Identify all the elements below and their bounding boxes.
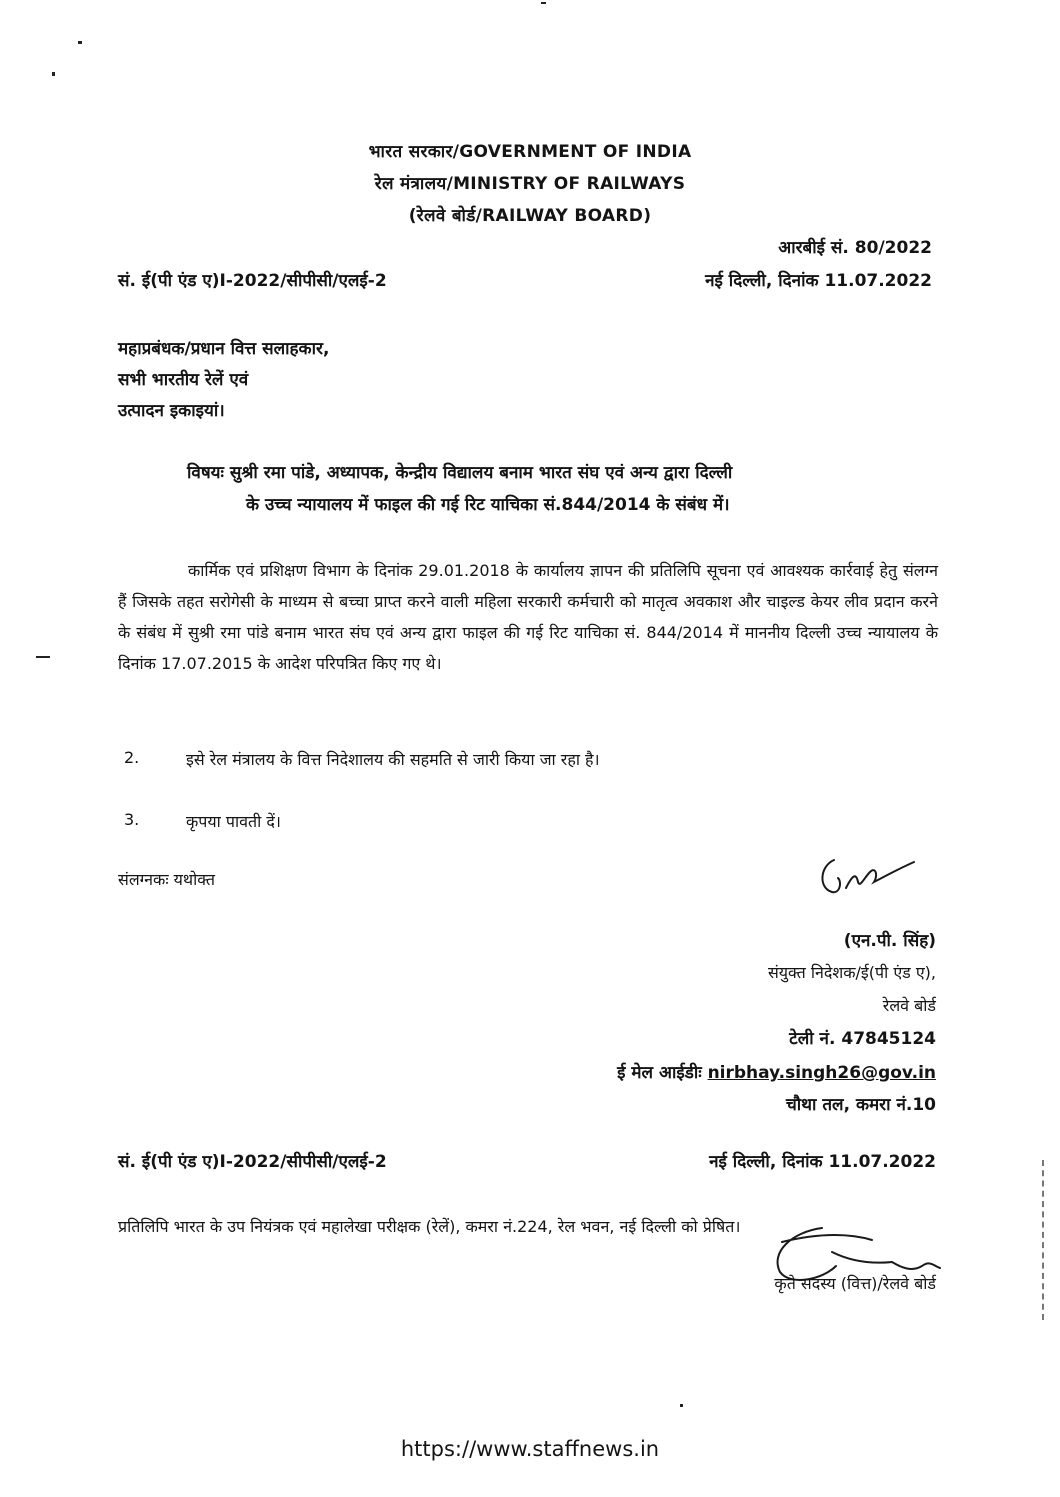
copy-text: प्रतिलिपि भारत के उप नियंत्रक एवं महालेखा परीक्षक (रेलें), कमरा नं.224, रेल भवन, नई दिल्ली को प्रेषित। [118, 1217, 741, 1236]
body-paragraph: कार्मिक एवं प्रशिक्षण विभाग के दिनांक 29.01.2018 के कार्यालय ज्ञापन की प्रतिलिपि सूचना एवं आवश्यक कार्रवाई हेतु संलग्न हैं जिसके तहत सरोगेसी के माध्यम से बच्चा प्राप्त करने वाली महिला सरकारी कर्मचारी को मातृत्व अवकाश और चाइल्ड केयर लीव प्रदान करने के संबंध में सुश्री रमा पांडे बनाम भारत संघ एवं अन्य द्वारा फाइल की गई रिट याचिका सं. 844/2014 में माननीय दिल्ली उच्च न्यायालय के दिनांक 17.07.2015 के आदेश परिपत्रित किए गए थे। [118, 561, 938, 673]
email-link[interactable]: nirbhay.singh26@gov.in [707, 1063, 936, 1083]
scan-speck [680, 1404, 683, 1407]
copy-signoff: कृते सदस्य (वित्त)/रेलवे बोर्ड [774, 1274, 936, 1293]
signatory-telephone: टेली नं. 47845124 [789, 1029, 936, 1049]
copy-place-date: नई दिल्ली, दिनांक 11.07.2022 [709, 1152, 936, 1172]
signatory-name: (एन.पी. सिंह) [843, 931, 936, 951]
header-line-board: (रेलवे बोर्ड/RAILWAY BOARD) [408, 206, 652, 226]
point-number: 3. [124, 810, 140, 829]
point-text: इसे रेल मंत्रालय के वित्त निदेशालय की सहमति से जारी किया जा रहा है। [186, 750, 600, 769]
header-line-government: भारत सरकार/GOVERNMENT OF INDIA [368, 142, 692, 162]
rbe-number: आरबीई सं. 80/2022 [778, 238, 932, 258]
scan-speck [36, 656, 50, 658]
signatory-email-row [617, 1060, 936, 1083]
signature-mark [812, 848, 932, 908]
scan-speck [52, 72, 55, 76]
place-date: नई दिल्ली, दिनांक 11.07.2022 [705, 271, 932, 291]
addressee-line: सभी भारतीय रेलें एवं [118, 370, 249, 390]
signatory-designation: संयुक्त निदेशक/ई(पी एंड ए), [767, 963, 936, 982]
addressee-line: उत्पादन इकाइयां। [118, 401, 225, 421]
header-line-ministry: रेल मंत्रालय/MINISTRY OF RAILWAYS [374, 174, 686, 194]
scan-speck [78, 41, 82, 44]
addressee-line: महाप्रबंधक/प्रधान वित्त सलाहकार, [118, 339, 330, 359]
scan-edge-mark [1042, 1160, 1044, 1320]
scan-speck [541, 2, 546, 4]
signatory-office: रेलवे बोर्ड [882, 996, 936, 1015]
reference-number: सं. ई(पी एंड ए)I-2022/सीपीसी/एलई-2 [118, 271, 387, 291]
signatory-room: चौथा तल, कमरा नं.10 [785, 1095, 936, 1115]
point-text: कृपया पावती दें। [186, 812, 281, 831]
point-number: 2. [124, 748, 140, 767]
subject-line: के उच्च न्यायालय में फाइल की गई रिट याचिका सं.844/2014 के संबंध में। [246, 495, 730, 515]
subject-line: विषयः सुश्री रमा पांडे, अध्यापक, केन्द्रीय विद्यालय बनाम भारत संघ एवं अन्य द्वारा दिल्ली [187, 463, 733, 483]
email-label: ई मेल आईडीः [617, 1063, 702, 1083]
copy-reference-number: सं. ई(पी एंड ए)I-2022/सीपीसी/एलई-2 [118, 1152, 387, 1172]
enclosure-note: संलग्नकः यथोक्त [118, 870, 215, 889]
footer-url[interactable]: https://www.staffnews.in [400, 1437, 660, 1461]
